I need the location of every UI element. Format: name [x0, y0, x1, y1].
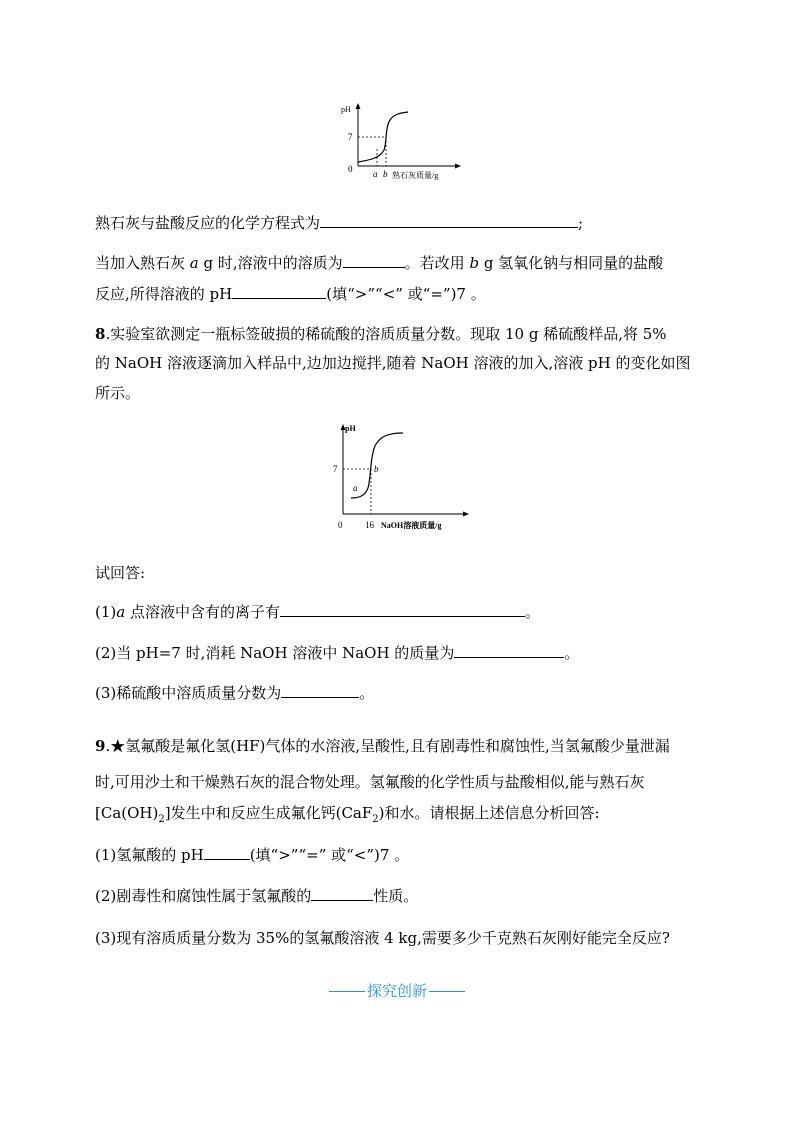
section-title: 探究创新 [0, 980, 794, 1001]
solute-blank[interactable] [343, 253, 405, 268]
q7-line3: 反应,所得溶液的 pH (填“>”“<” 或“=”)7 。 [95, 285, 486, 303]
chart-ph-vs-naoh [325, 418, 475, 536]
point-a-label: a [353, 483, 358, 493]
q9-sub2: (2)剧毒性和腐蚀性属于氢氟酸的 性质。 [95, 887, 419, 905]
naoh-mass-blank[interactable] [454, 643, 564, 658]
q9-line2: 时,可用沙土和干燥熟石灰的混合物处理。氢氟酸的化学性质与盐酸相似,能与熟石灰 [95, 773, 645, 791]
q8-sub1: (1)a 点溶液中含有的离子有 。 [95, 603, 540, 621]
q9-line1: 9.★氢氟酸是氟化氢(HF)气体的水溶液,呈酸性,且有剧毒性和腐蚀性,当氢氟酸少量泄漏 [95, 737, 670, 755]
q8-line3: 所示。 [95, 384, 141, 402]
y-axis-arrow [356, 103, 361, 109]
mass-fraction-blank[interactable] [281, 683, 359, 698]
origin-label: 0 [338, 520, 343, 530]
equation-blank[interactable] [320, 213, 578, 228]
chart-ph-vs-slaked-lime [330, 98, 470, 184]
title-dash-left [329, 991, 365, 992]
x-axis-label: 熟石灰质量/g [392, 171, 439, 180]
y-axis-label: pH [345, 424, 356, 433]
title-dash-right [429, 991, 465, 992]
xtick-b: b [383, 169, 388, 179]
q7-line2: 当加入熟石灰 a g 时,溶液中的溶质为 。若改用 b g 氢氧化钠与相同量的盐酸 [95, 254, 664, 272]
property-blank[interactable] [311, 886, 373, 901]
q9-line3: $[Ca(OH)_2]$发生中和反应生成氟化钙(CaF$_2$)和水。请根据上述信息分析回答: [95, 804, 600, 825]
ytick-label: 7 [348, 132, 353, 142]
q8-line2: 的 NaOH 溶液逐滴加入样品中,边加边搅拌,随着 NaOH 溶液的加入,溶液 pH 的变化如图 [95, 354, 691, 372]
ytick-label: 7 [333, 464, 338, 474]
q9-sub3: (3)现有溶质质量分数为 35%的氢氟酸溶液 4 kg,需要多少千克熟石灰刚好能完全反应? [95, 929, 670, 947]
hf-ph-blank[interactable] [204, 845, 250, 860]
origin-label: 0 [348, 164, 353, 174]
q7-line1: 熟石灰与盐酸反应的化学方程式为 ; [95, 214, 584, 232]
q8-sub3: (3)稀硫酸中溶质质量分数为 。 [95, 684, 375, 702]
point-b-label: b [374, 464, 379, 474]
q8-sub2: (2)当 pH=7 时,消耗 NaOH 溶液中 NaOH 的质量为 。 [95, 644, 580, 662]
q8-line1: 8.实验室欲测定一瓶标签破损的稀硫酸的溶质质量分数。现取 10 g 稀硫酸样品,将 5% [95, 325, 667, 343]
x-axis-label: NaOH溶液质量/g [381, 521, 442, 530]
y-axis-label: pH [341, 105, 351, 114]
xtick-a: a [373, 169, 378, 179]
ions-blank[interactable] [280, 602, 525, 617]
q9-sub1: (1)氢氟酸的 pH (填“>”“=” 或“<”)7 。 [95, 846, 410, 864]
x-axis-arrow [463, 512, 469, 517]
x-axis-arrow [455, 164, 461, 169]
q8-prompt: 试回答: [95, 564, 146, 582]
ph-compare-blank[interactable] [232, 284, 326, 299]
xtick-16: 16 [365, 520, 374, 530]
